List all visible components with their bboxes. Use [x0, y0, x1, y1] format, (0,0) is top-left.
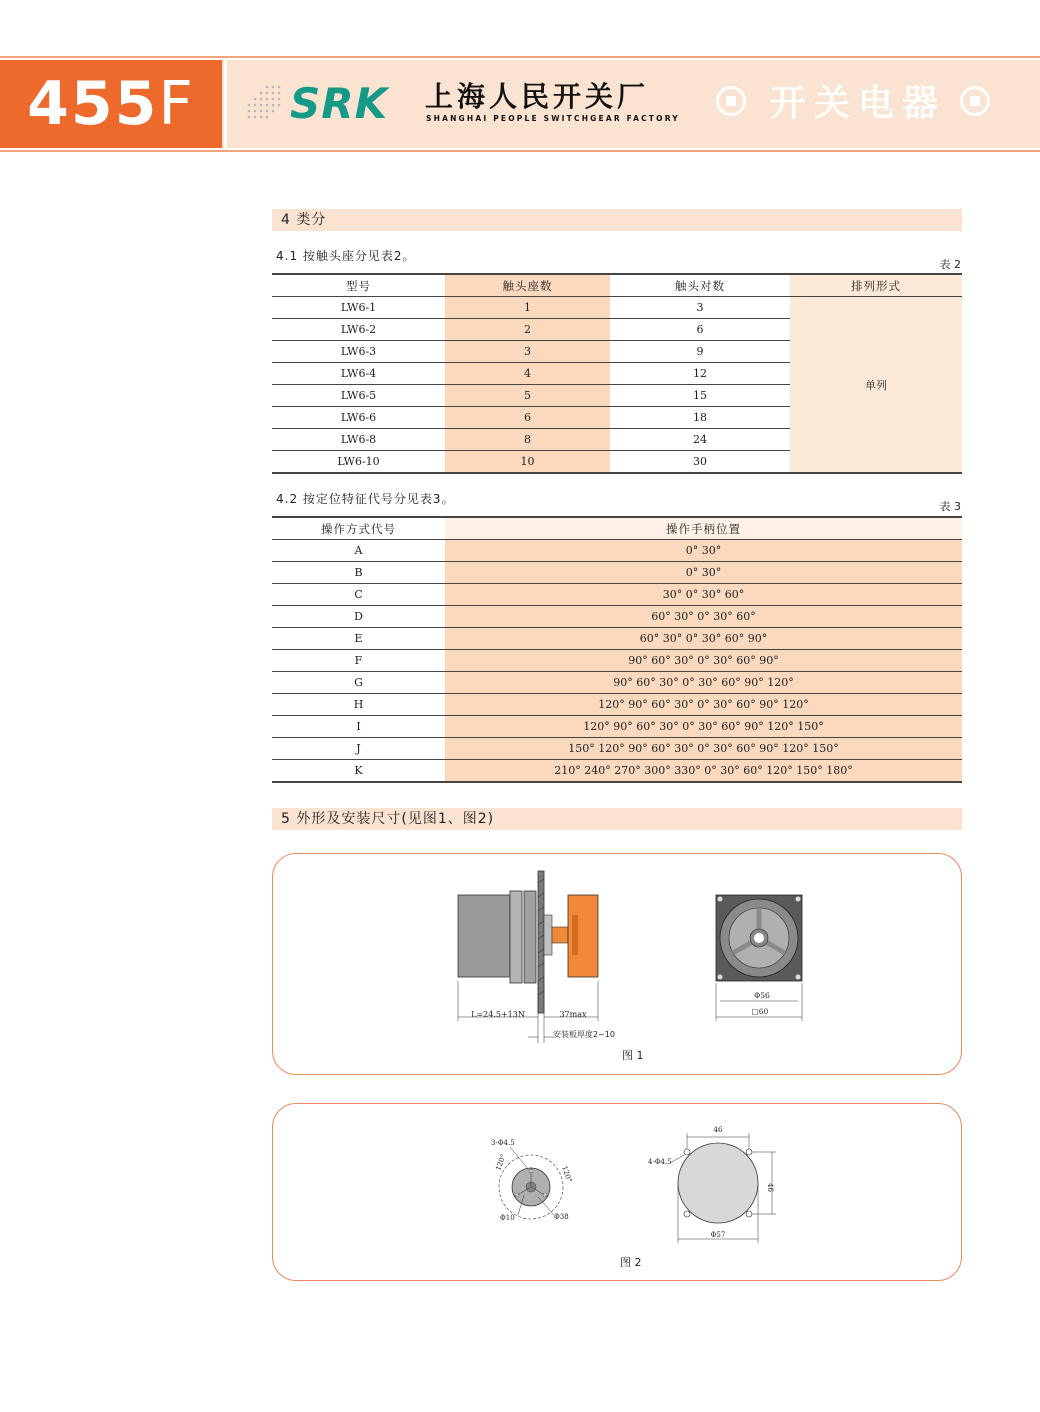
angle-120-left-label: 120° [494, 1153, 508, 1172]
table-cell: 4 [445, 363, 610, 385]
table-cell: I [272, 716, 445, 738]
table-row [272, 540, 962, 562]
table-row [272, 562, 962, 584]
table-cell: 210° 240° 270° 300° 330° 0° 30° 60° 120° 150° 180° [445, 760, 962, 783]
table-row [272, 297, 962, 319]
table-header: 操作手柄位置 [445, 517, 962, 540]
dim-phi56-label: Φ56 [754, 991, 770, 1000]
table-cell: 5 [445, 385, 610, 407]
table-cell: LW6-3 [272, 341, 445, 363]
header-bottom-rule [0, 150, 1040, 152]
table-cell: 60° 30° 0° 30° 60° 90° [445, 628, 962, 650]
brand-dots-icon [245, 84, 285, 124]
table-cell: 18 [610, 407, 790, 429]
category-square-icon-left [716, 86, 746, 116]
table-cell: G [272, 672, 445, 694]
dim-37max-label: 37max [559, 1010, 587, 1019]
table-cell: LW6-10 [272, 451, 445, 474]
table-cell: J [272, 738, 445, 760]
table-cell: LW6-8 [272, 429, 445, 451]
dim-46-side-label: 46 [766, 1183, 774, 1192]
table-row [272, 694, 962, 716]
table-3-label: 表 3 [939, 500, 961, 513]
table-row [272, 650, 962, 672]
table-2-label: 表 2 [939, 258, 961, 271]
dim-square60-label: □60 [751, 1007, 769, 1016]
table-cell: 30° 0° 30° 60° [445, 584, 962, 606]
panel-cutout-small [499, 1147, 563, 1219]
table-cell: D [272, 606, 445, 628]
table-cell: 6 [610, 319, 790, 341]
header-separator [224, 60, 227, 148]
figure-1-drawing [272, 853, 962, 1075]
company-name-cn: 上海人民开关厂 [425, 80, 650, 113]
section-4-heading: 4 类分 [272, 209, 962, 231]
arrangement-cell: 单列 [790, 297, 962, 474]
table-cell: H [272, 694, 445, 716]
page-number-block [0, 60, 222, 148]
table-cell: 60° 30° 0° 30° 60° [445, 606, 962, 628]
table-cell: 0° 30° [445, 562, 962, 584]
table-cell: LW6-1 [272, 297, 445, 319]
table-header: 触头对数 [610, 274, 790, 297]
table-cell: 120° 90° 60° 30° 0° 30° 60° 90° 120° 150° [445, 716, 962, 738]
angle-120-right-label: 120° [560, 1164, 574, 1184]
category-title: 开关电器 [770, 83, 947, 124]
table-cell: 0° 30° [445, 540, 962, 562]
table-cell: F [272, 650, 445, 672]
page-suffix: F [158, 69, 195, 139]
header-top-rule [0, 56, 1040, 58]
table-cell: LW6-2 [272, 319, 445, 341]
table-cell: 120° 90° 60° 30° 0° 30° 60° 90° 120° [445, 694, 962, 716]
table-cell: LW6-6 [272, 407, 445, 429]
table-cell: 30 [610, 451, 790, 474]
table-cell: 1 [445, 297, 610, 319]
table-row [272, 606, 962, 628]
category-square-icon-right [960, 86, 990, 116]
table-cell: 3 [610, 297, 790, 319]
dim-46-top-label: 46 [713, 1126, 723, 1134]
table-cell: 12 [610, 363, 790, 385]
dim-phi38-label: Φ38 [554, 1213, 569, 1221]
table-cell: 3 [445, 341, 610, 363]
table-header: 型号 [272, 274, 445, 297]
table-header: 排列形式 [790, 274, 962, 297]
table-cell: 90° 60° 30° 0° 30° 60° 90° [445, 650, 962, 672]
table-row [272, 584, 962, 606]
table-cell: B [272, 562, 445, 584]
page-number: 455 [27, 69, 159, 139]
table-cell: 10 [445, 451, 610, 474]
table-row [272, 738, 962, 760]
table-cell: 24 [610, 429, 790, 451]
dim-length-label: L=24.5+13N [471, 1010, 525, 1019]
table-row [272, 760, 962, 783]
table-cell: 8 [445, 429, 610, 451]
switch-front-view [716, 895, 802, 1021]
table-cell: 15 [610, 385, 790, 407]
holes-3-label: 3-Φ4.5 [491, 1139, 515, 1147]
table-row [272, 628, 962, 650]
panel-cutout-large [670, 1133, 776, 1243]
dim-phi10-label: Φ10 [500, 1214, 515, 1222]
table-cell: A [272, 540, 445, 562]
table-cell: 150° 120° 90° 60° 30° 0° 30° 60° 90° 120° 150° [445, 738, 962, 760]
figure-1-caption: 图 1 [622, 1049, 644, 1062]
figure-2-drawing [272, 1103, 962, 1281]
table-cell: E [272, 628, 445, 650]
table-cell: 6 [445, 407, 610, 429]
table-cell: 9 [610, 341, 790, 363]
section-5-heading: 5 外形及安装尺寸(见图1、图2) [272, 808, 962, 830]
table-3 [272, 516, 962, 783]
brand-logo: SRK [290, 79, 389, 128]
table-cell: K [272, 760, 445, 783]
table-cell: 90° 60° 30° 0° 30° 60° 90° 120° [445, 672, 962, 694]
table-2 [272, 273, 962, 474]
company-name-en: SHANGHAI PEOPLE SWITCHGEAR FACTORY [426, 114, 680, 123]
dim-plate-label: 安装板厚度2~10 [553, 1030, 615, 1039]
dim-phi57-label: Φ57 [710, 1231, 726, 1239]
table-cell: 2 [445, 319, 610, 341]
section-4-1-text: 4.1 按触头座分见表2。 [276, 249, 416, 263]
table-cell: LW6-5 [272, 385, 445, 407]
holes-4-label: 4-Φ4.5 [648, 1158, 672, 1166]
table-row [272, 716, 962, 738]
table-header: 触头座数 [445, 274, 610, 297]
table-cell: LW6-4 [272, 363, 445, 385]
section-4-2-text: 4.2 按定位特征代号分见表3。 [276, 492, 455, 506]
table-header: 操作方式代号 [272, 517, 445, 540]
table-row [272, 672, 962, 694]
table-cell: C [272, 584, 445, 606]
figure-2-caption: 图 2 [620, 1256, 642, 1269]
